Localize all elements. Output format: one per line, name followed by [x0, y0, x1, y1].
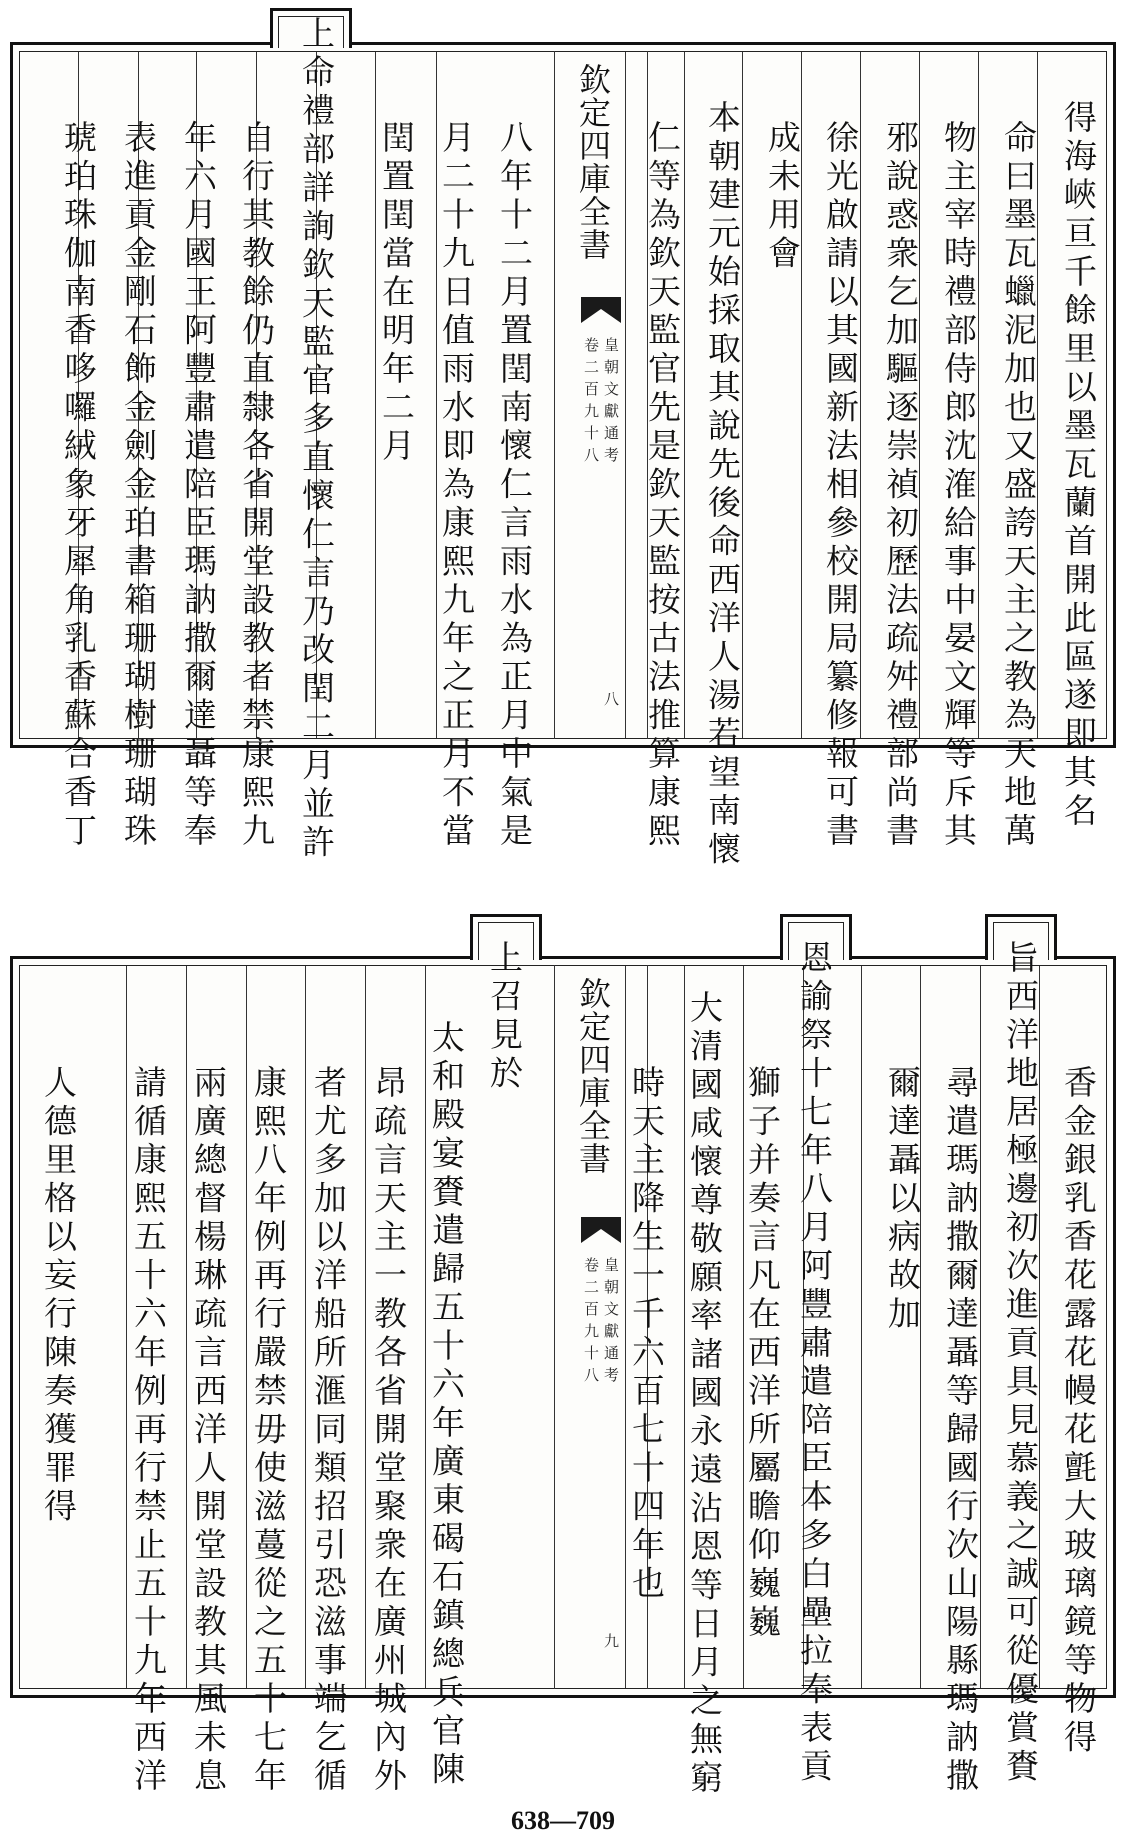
- page-number: 638—709: [511, 1806, 615, 1835]
- top-center-band: [554, 51, 648, 739]
- bottom-fishtail-mark: [581, 1217, 621, 1243]
- top-col-6: 成未用會: [763, 120, 802, 274]
- top-col-1: 得海峽亘千餘里以墨瓦蘭首開此區遂即其名: [1059, 100, 1098, 832]
- bottom-col-10: 太和殿宴賚遣歸五十六年廣東碣石鎮總兵官陳: [427, 1020, 466, 1790]
- bottom-col-5: 恩諭祭十七年八月阿豐肅遣陪臣本多白壘拉奉表貢: [795, 940, 834, 1787]
- bottom-col-3: 尋遣瑪訥撒爾達聶等歸國行次山陽縣瑪訥撒: [941, 1065, 980, 1797]
- bottom-folio-mark: 九: [602, 1633, 620, 1655]
- top-col-8: 仁等為欽天監官先是欽天監按古法推算康熙: [643, 120, 682, 852]
- bottom-col-14: 兩廣總督楊琳疏言西洋人開堂設教其風未息: [189, 1065, 228, 1797]
- top-col-3: 物主宰時禮部侍郎沈㴶給事中晏文輝等斥其: [939, 120, 978, 852]
- bottom-volume-side-label: 卷二百九十八: [582, 1257, 600, 1389]
- top-col-11: 閏置閏當在明年二月: [377, 120, 416, 467]
- top-col-2: 命曰墨瓦蠟泥加也又盛誇天主之教為天地萬: [999, 120, 1038, 852]
- bottom-col-16: 人德里格以妄行陳奏獲罪得: [39, 1065, 78, 1527]
- bottom-col-6: 獅子并奏言凡在西洋所屬瞻仰巍巍: [743, 1065, 782, 1643]
- bottom-col-8: 時天主降生一千六百七十四年也: [627, 1065, 666, 1604]
- top-fishtail-mark: [581, 297, 621, 323]
- top-col-5: 徐光啟請以其國新法相參校開局纂修報可書: [821, 120, 860, 852]
- top-col-14: 年六月國王阿豐肅遣陪臣瑪訥撒爾達聶等奉: [179, 120, 218, 852]
- bottom-col-11: 昂疏言天主一教各省開堂聚衆在廣州城內外: [369, 1065, 408, 1797]
- bottom-col-9: 上召見於: [485, 940, 524, 1094]
- bottom-col-2: 旨西洋地居極邊初次進貢具見慕義之誠可從優賞賚: [1001, 940, 1040, 1787]
- top-col-4: 邪說惑衆乞加驅逐崇禎初歷法疏舛禮部尚書: [881, 120, 920, 852]
- bottom-book-title: 欽定四庫全書: [574, 977, 612, 1175]
- top-book-title: 欽定四庫全書: [574, 63, 612, 261]
- bottom-col-15: 請循康熙五十六年例再行禁止五十九年西洋: [129, 1065, 168, 1797]
- top-col-7: 本朝建元始採取其說先後命西洋人湯若望南懷: [703, 100, 742, 870]
- bottom-col-7: 大清國咸懷尊敬願率諸國永遠沾恩等日月之無窮: [685, 990, 724, 1799]
- top-col-9: 八年十二月置閏南懷仁言雨水為正月中氣是: [495, 120, 534, 852]
- top-col-15: 表進貢金剛石飾金劍金珀書箱珊瑚樹珊瑚珠: [119, 120, 158, 852]
- bottom-book-side-label: 皇朝文獻通考: [602, 1257, 620, 1389]
- bottom-col-13: 康熙八年例再行嚴禁毋使滋蔓從之五十七年: [249, 1065, 288, 1797]
- top-col-13: 自行其教餘仍直隸各省開堂設教者禁康熙九: [237, 120, 276, 852]
- top-volume-side-label: 卷二百九十八: [582, 337, 600, 469]
- top-col-10: 月二十九日值雨水即為康熙九年之正月不當: [437, 120, 476, 852]
- bottom-col-12: 者尤多加以洋船所滙同類招引恐滋事端乞循: [309, 1065, 348, 1797]
- bottom-col-1: 香金銀乳香花露花幔花氈大玻璃鏡等物得: [1059, 1065, 1098, 1758]
- top-col-12: 上命禮部詳詢欽天監官多直懷仁言乃改閏二月並許: [297, 16, 336, 863]
- bottom-col-4: 爾達聶以病故加: [883, 1065, 922, 1335]
- top-col-16: 琥珀珠伽南香哆囉絨象牙犀角乳香蘇合香丁: [59, 120, 98, 852]
- top-folio-mark: 八: [602, 691, 620, 713]
- top-book-side-label: 皇朝文獻通考: [602, 337, 620, 469]
